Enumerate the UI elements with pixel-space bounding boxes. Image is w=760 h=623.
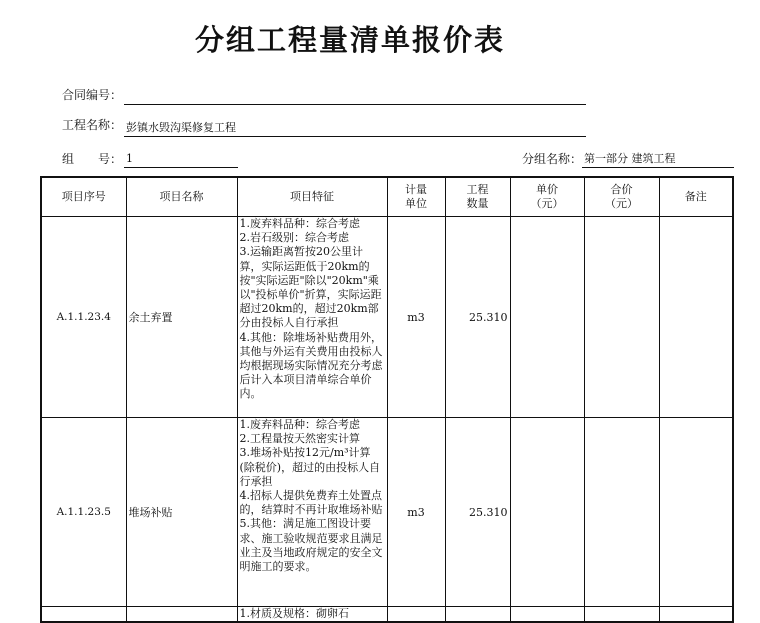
header-unit: 计量 单位: [387, 177, 445, 217]
project-name-line: [62, 116, 584, 133]
row-qty: 25.310: [445, 217, 510, 418]
project-name-value: 彭镇水毁沟渠修复工程: [124, 120, 586, 137]
document-title: 分组工程量清单报价表: [194, 23, 505, 57]
row-name: [126, 607, 237, 623]
row-name: 余土弃置: [126, 217, 237, 418]
group-name-line: [522, 150, 734, 167]
row-code: A.1.1.23.4: [41, 217, 126, 418]
row-feature: [237, 607, 387, 623]
row-total: [584, 418, 659, 607]
group-name-label: 分组名称：: [522, 152, 583, 166]
row-price: [510, 607, 584, 623]
header-feature: 项目特征: [237, 177, 387, 217]
header-total: 合价 （元）: [584, 177, 659, 217]
row-remark: [659, 217, 733, 418]
group-no-label: 组 号：: [62, 152, 123, 166]
row-qty: [445, 607, 510, 623]
row-price: [510, 217, 584, 418]
quote-table: [40, 176, 734, 623]
row-code: [41, 607, 126, 623]
row-feature-text: 1.材质及规格：砌卵石: [239, 607, 349, 619]
row-name: 堆场补贴: [126, 418, 237, 607]
table-row: [41, 418, 733, 607]
header-remark: 备注: [659, 177, 733, 217]
header-code: 项目序号: [41, 177, 126, 217]
row-remark: [659, 418, 733, 607]
header-name: 项目名称: [126, 177, 237, 217]
row-unit: m3: [387, 418, 445, 607]
row-code: A.1.1.23.5: [41, 418, 126, 607]
table-row: [41, 607, 733, 623]
row-feature: 1.废弃料品种：综合考虑 2.岩石级别：综合考虑 3.运输距离暂按20公里计算，实际运距低于20km的按"实际运距"除以"20km"乘以"投标单价"折算，实际运距超过20km的，超过20km部分由投标人自行承担 4.其他：除堆场补贴费用外，其他与外运有关费用由投标人均根据现场实际情况充分考虑后计入本项目清单综合单价内。: [237, 217, 387, 418]
group-no-line: [62, 150, 238, 167]
group-name-value: 第一部分 建筑工程: [582, 151, 734, 168]
header-qty: 工程 数量: [445, 177, 510, 217]
contract-no-label: 合同编号：: [62, 88, 123, 102]
project-name-label: 工程名称：: [62, 118, 123, 132]
row-remark: [659, 607, 733, 623]
table-header-row: [41, 177, 733, 217]
table-row: [41, 217, 733, 418]
row-total: [584, 607, 659, 623]
row-unit: m3: [387, 217, 445, 418]
row-price: [510, 418, 584, 607]
row-qty: 25.310: [445, 418, 510, 607]
contract-no-value: [124, 88, 586, 105]
contract-no-line: [62, 86, 584, 103]
row-total: [584, 217, 659, 418]
group-no-value: 1: [124, 151, 238, 168]
row-unit: [387, 607, 445, 623]
row-feature: 1.废弃料品种：综合考虑 2.工程量按天然密实计算 3.堆场补贴按12元/m³计算(除税价)，超过的由投标人自行承担 4.招标人提供免费弃土处置点的，结算时不再计取堆场补贴 5.其他：满足施工图设计要求、施工验收规范要求且满足业主及当地政府规定的安全文明施工的要求。: [237, 418, 387, 607]
header-price: 单价 （元）: [510, 177, 584, 217]
